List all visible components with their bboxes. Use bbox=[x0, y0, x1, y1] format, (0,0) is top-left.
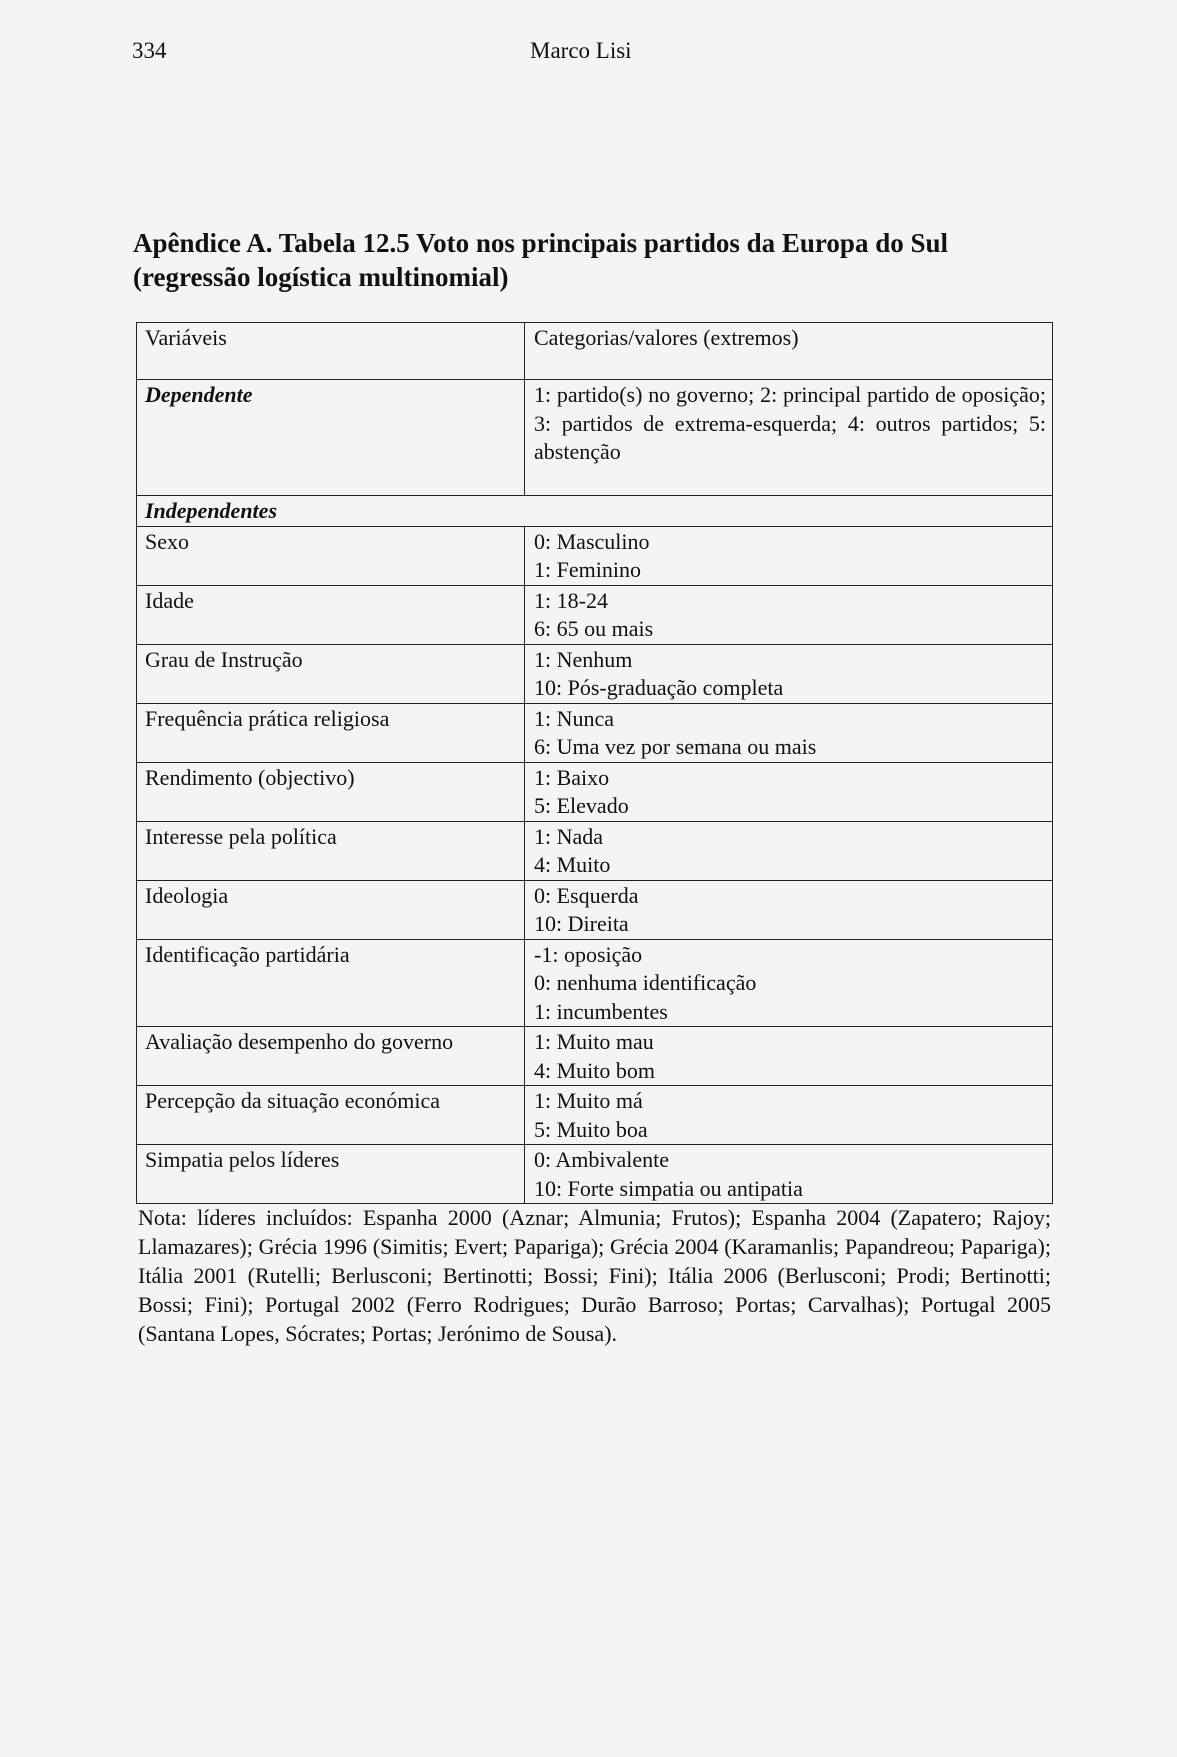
dependent-values: 1: partido(s) no governo; 2: principal partido de oposição; 3: partidos de extrema-esquerda; 4: outros partidos; 5: abstenção bbox=[525, 380, 1053, 496]
table-note: Nota: líderes incluídos: Espanha 2000 (Aznar; Almunia; Frutos); Espanha 2004 (Zapatero; Rajoy; Llamazares); Grécia 1996 (Simitis; Evert; Papariga); Grécia 2004 (Karamanlis; Papandreou; Papariga); Itália 2001 (Rutelli; Berlusconi; Bertinotti; Bossi; Fini); Itália 2006 (Berlusconi; Prodi; Bertinotti; Bossi; Fini); Portugal 2002 (Ferro Rodrigues; Durão Barroso; Portas; Carvalhas); Portugal 2005 (Santana Lopes, Sócrates; Portas; Jerónimo de Sousa). bbox=[138, 1205, 1051, 1346]
page-number: 334 bbox=[132, 38, 167, 63]
value-line: 4: Muito bbox=[534, 852, 611, 877]
variable-cell: Frequência prática religiosa bbox=[137, 703, 525, 762]
table-row bbox=[137, 762, 1053, 821]
table-row bbox=[137, 1027, 1053, 1086]
table-row bbox=[137, 1086, 1053, 1145]
table-row bbox=[137, 585, 1053, 644]
value-line: 0: Ambivalente bbox=[534, 1147, 670, 1172]
value-line: 5: Muito boa bbox=[534, 1116, 648, 1142]
value-line: 1: Baixo bbox=[534, 764, 610, 790]
variables-table bbox=[136, 322, 1053, 1204]
value-line: 6: Uma vez por semana ou mais bbox=[534, 734, 817, 759]
table-title: Apêndice A. Tabela 12.5 Voto nos principais partidos da Europa do Sul (regressão logística multinomial) bbox=[133, 228, 948, 292]
variable-cell: Sexo bbox=[137, 526, 525, 585]
table-row bbox=[137, 939, 1053, 1027]
value-line: 10: Forte simpatia ou antipatia bbox=[534, 1175, 803, 1201]
header-categories: Categorias/valores (extremos) bbox=[525, 323, 1053, 380]
header-variables: Variáveis bbox=[137, 323, 525, 380]
value-line: 10: Direita bbox=[534, 911, 629, 936]
table-row bbox=[137, 703, 1053, 762]
running-head-author: Marco Lisi bbox=[530, 38, 632, 63]
values-cell bbox=[525, 703, 1053, 762]
value-line: 6: 65 ou mais bbox=[534, 616, 654, 641]
dependent-row bbox=[137, 380, 1053, 496]
value-line: 1: Nada bbox=[534, 823, 604, 849]
value-line: 5: Elevado bbox=[534, 793, 629, 818]
value-line: -1: oposição bbox=[534, 941, 643, 967]
values-cell bbox=[525, 1086, 1053, 1145]
variable-cell: Idade bbox=[137, 585, 525, 644]
variable-cell: Ideologia bbox=[137, 880, 525, 939]
values-cell bbox=[525, 762, 1053, 821]
value-line: 4: Muito bom bbox=[534, 1057, 656, 1083]
table-row bbox=[137, 821, 1053, 880]
value-line: 1: Feminino bbox=[534, 557, 641, 582]
variable-cell: Rendimento (objectivo) bbox=[137, 762, 525, 821]
variable-cell: Identificação partidária bbox=[137, 939, 525, 1027]
value-line: 1: Muito má bbox=[534, 1088, 643, 1113]
table-row bbox=[137, 526, 1053, 585]
values-cell bbox=[525, 1027, 1053, 1086]
value-line: 0: Masculino bbox=[534, 528, 650, 554]
variable-cell: Percepção da situação económica bbox=[137, 1086, 525, 1145]
value-line: 0: Esquerda bbox=[534, 882, 639, 908]
value-line: 1: Nenhum bbox=[534, 646, 633, 672]
variable-cell: Avaliação desempenho do governo bbox=[137, 1027, 525, 1086]
values-cell bbox=[525, 821, 1053, 880]
values-cell bbox=[525, 939, 1053, 1027]
value-line: 0: nenhuma identificação bbox=[534, 970, 757, 995]
value-line: 1: 18-24 bbox=[534, 587, 608, 613]
dependent-label: Dependente bbox=[137, 380, 525, 496]
values-cell bbox=[525, 1145, 1053, 1204]
values-cell bbox=[525, 880, 1053, 939]
value-line: 1: Nunca bbox=[534, 705, 615, 731]
value-line: 1: incumbentes bbox=[534, 998, 668, 1024]
table-row bbox=[137, 880, 1053, 939]
values-cell bbox=[525, 585, 1053, 644]
table-row bbox=[137, 644, 1053, 703]
variable-cell: Grau de Instrução bbox=[137, 644, 525, 703]
independent-section-row bbox=[137, 496, 1053, 527]
table-row bbox=[137, 1145, 1053, 1204]
variable-cell: Simpatia pelos líderes bbox=[137, 1145, 525, 1204]
independent-label: Independentes bbox=[137, 496, 1053, 527]
values-cell bbox=[525, 526, 1053, 585]
variable-cell: Interesse pela política bbox=[137, 821, 525, 880]
value-line: 10: Pós-graduação completa bbox=[534, 675, 784, 700]
value-line: 1: Muito mau bbox=[534, 1029, 654, 1054]
values-cell bbox=[525, 644, 1053, 703]
table-header-row bbox=[137, 323, 1053, 380]
